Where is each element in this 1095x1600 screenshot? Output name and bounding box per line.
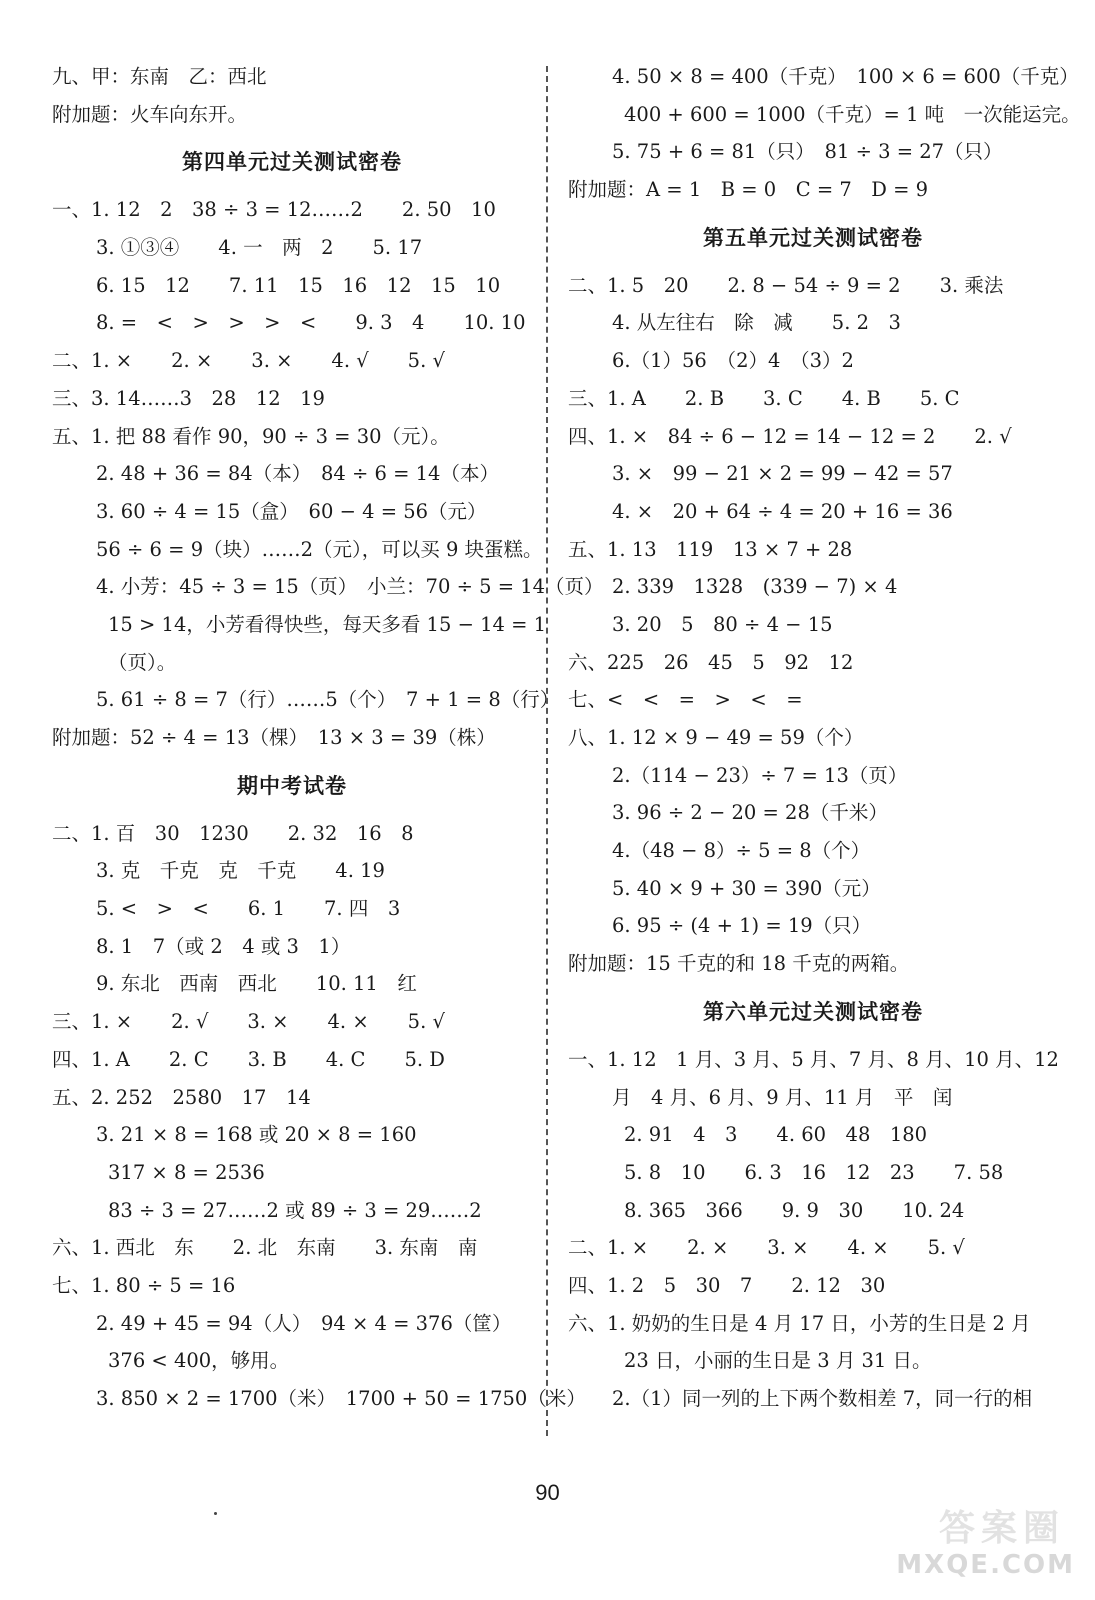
answer-line: 六、1. 西北 东 2. 北 东南 3. 东南 南 — [52, 1236, 478, 1260]
answer-line: 6.（1）56 （2）4 （3）2 — [612, 349, 854, 373]
answer-line: 二、1. × 2. × 3. × 4. √ 5. √ — [52, 349, 445, 373]
answer-line: 4. × 20 + 64 ÷ 4 = 20 + 16 = 36 — [612, 499, 953, 523]
answer-line: 2. 48 + 36 = 84（本） 84 ÷ 6 = 14（本） — [96, 462, 499, 486]
page-number: 90 — [535, 1480, 560, 1505]
answer-line: 3. 850 × 2 = 1700（米） 1700 + 50 = 1750（米） — [96, 1387, 586, 1410]
answer-line: 8. = < > > > < 9. 3 4 10. 10 — [96, 311, 526, 335]
answer-line: 七、1. 80 ÷ 5 = 16 — [52, 1273, 236, 1297]
column-divider — [546, 66, 548, 1436]
answer-line: 4. 小芳：45 ÷ 3 = 15（页） 小兰：70 ÷ 5 = 14（页） — [96, 575, 604, 599]
answer-line: 4. 从左往右 除 减 5. 2 3 — [612, 311, 901, 335]
watermark-url: MXQE.COM — [896, 1550, 1075, 1580]
answer-line: 2. 49 + 45 = 94（人） 94 × 4 = 376（筐） — [96, 1311, 512, 1335]
section-heading: 第五单元过关测试密卷 — [703, 225, 923, 250]
answer-line: 317 × 8 = 2536 — [108, 1160, 265, 1184]
answer-line: 六、1. 奶奶的生日是 4 月 17 日，小芳的生日是 2 月 — [568, 1311, 1031, 1335]
answer-line: 2. 91 4 3 4. 60 48 180 — [624, 1123, 928, 1147]
answer-line: 5. < > < 6. 1 7. 四 3 — [96, 897, 401, 921]
answer-line: 二、1. 5 20 2. 8 − 54 ÷ 9 = 2 3. 乘法 — [568, 273, 1004, 297]
answer-line: 23 日，小丽的生日是 3 月 31 日。 — [624, 1349, 932, 1373]
answer-line: 3. 克 千克 克 千克 4. 19 — [96, 859, 385, 883]
answer-line: 四、1. × 84 ÷ 6 − 12 = 14 − 12 = 2 2. √ — [568, 424, 1012, 448]
answer-line: 6. 95 ÷ (4 + 1) = 19（只） — [612, 914, 872, 938]
answer-line: 8. 1 7（或 2 4 或 3 1） — [96, 934, 351, 958]
answer-line: 附加题：52 ÷ 4 = 13（棵） 13 × 3 = 39（株） — [52, 726, 496, 749]
answer-line: 3. 96 ÷ 2 − 20 = 28（千米） — [612, 801, 888, 825]
answer-line: 376 < 400，够用。 — [108, 1349, 290, 1373]
answer-line: 附加题：15 千克的和 18 千克的两箱。 — [568, 952, 910, 976]
answer-line: 四、1. 2 5 30 7 2. 12 30 — [568, 1273, 886, 1297]
answer-line: 附加题：火车向东开。 — [52, 102, 248, 126]
answer-line: 二、1. 百 30 1230 2. 32 16 8 — [52, 821, 414, 845]
answer-line: 4. 50 × 8 = 400（千克） 100 × 6 = 600（千克） — [612, 65, 1079, 88]
answer-line: 五、1. 13 119 13 × 7 + 28 — [568, 537, 853, 561]
answer-line: 56 ÷ 6 = 9（块）……2（元），可以买 9 块蛋糕。 — [96, 537, 543, 561]
answer-line: 9. 东北 西南 西北 10. 11 红 — [96, 972, 417, 996]
answer-line: 3. 20 5 80 ÷ 4 − 15 — [612, 612, 833, 636]
answer-line: 二、1. × 2. × 3. × 4. × 5. √ — [568, 1236, 965, 1260]
answer-line: 三、1. × 2. √ 3. × 4. × 5. √ — [52, 1010, 445, 1034]
answer-line: 六、225 26 45 5 92 12 — [568, 650, 854, 674]
answer-line: 4.（48 − 8）÷ 5 = 8（个） — [612, 839, 871, 863]
answer-line: 一、1. 12 2 38 ÷ 3 = 12……2 2. 50 10 — [52, 198, 496, 222]
right-answer-column — [568, 58, 1081, 1418]
section-heading: 期中考试卷 — [237, 773, 347, 798]
answer-line: 九、甲：东南 乙：西北 — [52, 65, 267, 88]
answer-line: 月 4 月、6 月、9 月、11 月 平 闰 — [612, 1085, 953, 1109]
answer-line: 八、1. 12 × 9 − 49 = 59（个） — [568, 726, 864, 749]
answer-line: 8. 365 366 9. 9 30 10. 24 — [624, 1198, 965, 1222]
answer-line: 2. 339 1328 (339 − 7) × 4 — [612, 575, 898, 599]
answer-line: 三、1. A 2. B 3. C 4. B 5. C — [568, 386, 960, 410]
answer-line: 三、3. 14……3 28 12 19 — [52, 386, 325, 410]
answer-line: 400 + 600 = 1000（千克）= 1 吨 一次能运完。 — [624, 102, 1081, 126]
answer-line: 5. 61 ÷ 8 = 7（行）……5（个） 7 + 1 = 8（行） — [96, 688, 560, 712]
answer-line: 五、2. 252 2580 17 14 — [52, 1085, 311, 1109]
answer-line: 2.（114 − 23）÷ 7 = 13（页） — [612, 763, 908, 787]
answer-line: 5. 40 × 9 + 30 = 390（元） — [612, 876, 881, 900]
answer-line: 一、1. 12 1 月、3 月、5 月、7 月、8 月、10 月、12 — [568, 1047, 1059, 1071]
answer-line: 七、< < = > < = — [568, 688, 803, 712]
answer-line: 5. 8 10 6. 3 16 12 23 7. 58 — [624, 1160, 1004, 1184]
answer-line: 3. ①③④ 4. 一 两 2 5. 17 — [96, 236, 423, 260]
section-heading: 第六单元过关测试密卷 — [703, 999, 923, 1024]
watermark-logo: 答案圈 — [938, 1508, 1065, 1549]
answer-line: 3. × 99 − 21 × 2 = 99 − 42 = 57 — [612, 462, 953, 486]
left-answer-column — [52, 58, 604, 1418]
section-heading: 第四单元过关测试密卷 — [182, 150, 402, 175]
watermark — [885, 1500, 1075, 1580]
answer-line: 2.（1）同一列的上下两个数相差 7，同一行的相 — [612, 1387, 1033, 1410]
answer-line: 附加题：A = 1 B = 0 C = 7 D = 9 — [568, 178, 929, 202]
answer-line: 五、1. 把 88 看作 90，90 ÷ 3 = 30（元）。 — [52, 424, 450, 448]
answer-line: 15 > 14，小芳看得快些，每天多看 15 − 14 = 1 — [108, 612, 547, 636]
answer-line: 四、1. A 2. C 3. B 4. C 5. D — [52, 1047, 445, 1071]
answer-line: 83 ÷ 3 = 27……2 或 89 ÷ 3 = 29……2 — [108, 1198, 482, 1222]
answer-line: 3. 21 × 8 = 168 或 20 × 8 = 160 — [96, 1123, 417, 1147]
answer-line: 6. 15 12 7. 11 15 16 12 15 10 — [96, 273, 501, 297]
answer-line: （页）。 — [108, 650, 177, 674]
stray-dot — [214, 1512, 217, 1515]
answer-line: 5. 75 + 6 = 81（只） 81 ÷ 3 = 27（只） — [612, 140, 1003, 164]
answer-line: 3. 60 ÷ 4 = 15（盒） 60 − 4 = 56（元） — [96, 499, 487, 523]
